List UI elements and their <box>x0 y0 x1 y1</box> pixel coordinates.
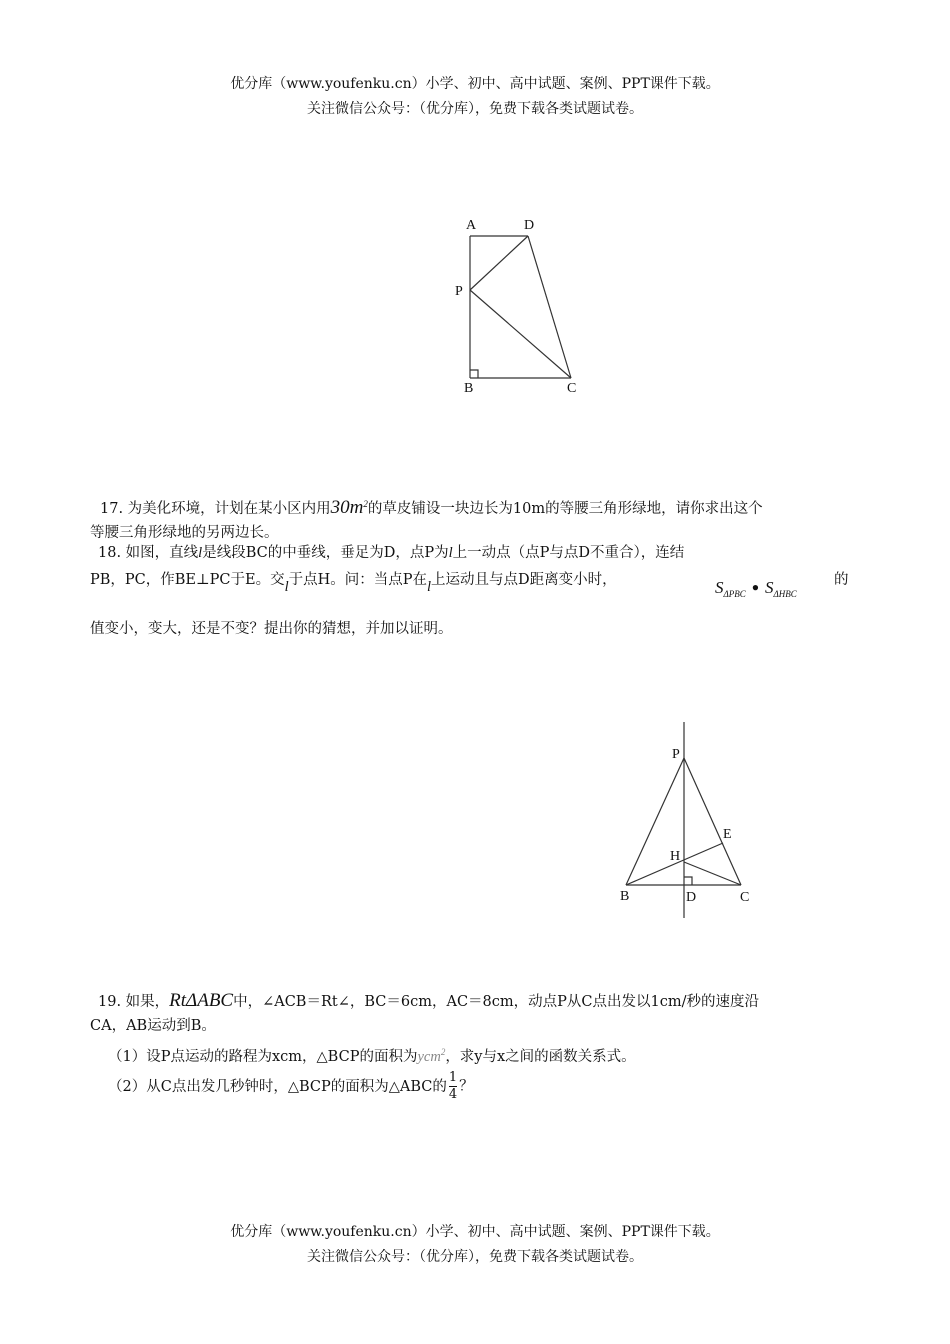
q19-text-a: 19. 如果， <box>98 994 170 1010</box>
q19-rt-triangle: RtΔABC <box>169 990 234 1011</box>
q18-s1-sub: ΔPBC <box>723 589 746 599</box>
q19-fraction <box>449 1070 457 1103</box>
label-a: A <box>466 218 477 233</box>
label-d: D <box>524 218 535 233</box>
q19-text-b: 中，∠ACB＝Rt∠，BC＝6cm，AC＝8cm，动点P从C点出发以1cm/秒的速度沿 <box>233 994 759 1010</box>
q18-text-d: PB，PC，作BE⊥PC于E。交 <box>90 572 285 588</box>
q18-l-4: l <box>427 579 432 595</box>
label-e: E <box>723 827 732 842</box>
right-angle-mark-d <box>684 877 692 885</box>
q17-text-c: 等腰三角形绿地的另两边长。 <box>90 524 279 541</box>
label-p-2: P <box>672 747 680 762</box>
q17-area-num: 30 <box>330 496 350 518</box>
q19-p2-text-a: （2）从C点出发几秒钟时，△BCP的面积为△ABC的 <box>108 1078 447 1095</box>
q18-text-a: 18. 如图，直线 <box>98 545 199 561</box>
label-p: P <box>455 284 463 299</box>
q19-p2-text-b: ？ <box>459 1078 474 1095</box>
q18-l-2: l <box>448 545 453 561</box>
q17-area-exp: 2 <box>363 499 368 509</box>
header-line-2: 关注微信公众号：（优分库），免费下载各类试题试卷。 <box>307 101 643 117</box>
q17-text-b: 的草皮铺设一块边长为10m的等腰三角形绿地，请你求出这个 <box>367 500 763 517</box>
q18-text-b: 是线段BC的中垂线，垂足为D，点P为 <box>202 545 449 561</box>
label-d-2: D <box>686 890 697 905</box>
segment-pb <box>626 758 684 885</box>
right-angle-mark-b <box>470 370 478 378</box>
segment-pc-2 <box>684 758 741 885</box>
footer-line-1: 优分库（www.youfenku.cn）小学、初中、高中试题、案例、PPT课件下载。 <box>230 1224 720 1240</box>
q18-text-g: 的 <box>834 572 849 588</box>
q18-text-f: 上运动且与点D距离变小时， <box>431 572 617 588</box>
question-17 <box>90 492 865 545</box>
q19-p1-text-b: ，求y与x之间的函数关系式。 <box>445 1048 636 1065</box>
q18-s1: S <box>715 578 724 597</box>
header-line-1: 优分库（www.youfenku.cn）小学、初中、高中试题、案例、PPT课件下载。 <box>230 76 720 92</box>
label-b-2: B <box>620 889 630 904</box>
q17-area-unit: m <box>349 496 364 518</box>
segment-dc <box>528 236 571 378</box>
q18-s2: S <box>764 578 774 597</box>
segment-hc <box>684 862 741 885</box>
q18-l-3: l <box>284 579 289 595</box>
segment-pd <box>470 236 528 290</box>
q18-l-1: l <box>198 545 203 561</box>
segment-pc <box>470 290 571 378</box>
q19-p1-text-a: （1）设P点运动的路程为xcm，△BCP的面积为 <box>108 1048 418 1065</box>
q19-frac-num: 1 <box>448 1070 458 1085</box>
q18-text-e: 于点H。问：当点P在 <box>288 572 428 588</box>
q18-text-c: 上一动点（点P与点D不重合），连结 <box>452 545 685 561</box>
q19-part-2 <box>90 1070 865 1103</box>
question-18 <box>90 541 865 565</box>
label-c: C <box>567 381 577 396</box>
q17-text-a: 17. 为美化环境，计划在某小区内用 <box>100 500 331 517</box>
q19-part-1 <box>90 1040 865 1069</box>
q19-ycm-exp: 2 <box>440 1047 446 1057</box>
q18-s2-sub: ΔHBC <box>773 589 797 599</box>
question-19 <box>90 989 865 1038</box>
label-c-2: C <box>740 890 750 905</box>
q18-area-product <box>715 578 797 599</box>
q18-dot: • <box>750 579 761 597</box>
footer-line-2: 关注微信公众号：（优分库），免费下载各类试题试卷。 <box>307 1249 643 1265</box>
q18-text-h: 值变小，变大，还是不变？提出你的猜想，并加以证明。 <box>90 621 453 637</box>
segment-be <box>626 843 723 885</box>
q19-ycm: ycm <box>417 1048 441 1065</box>
label-b: B <box>464 381 474 396</box>
label-h: H <box>670 849 681 864</box>
q19-frac-den: 4 <box>448 1087 458 1102</box>
q19-text-c: CA，AB运动到B。 <box>90 1018 216 1034</box>
